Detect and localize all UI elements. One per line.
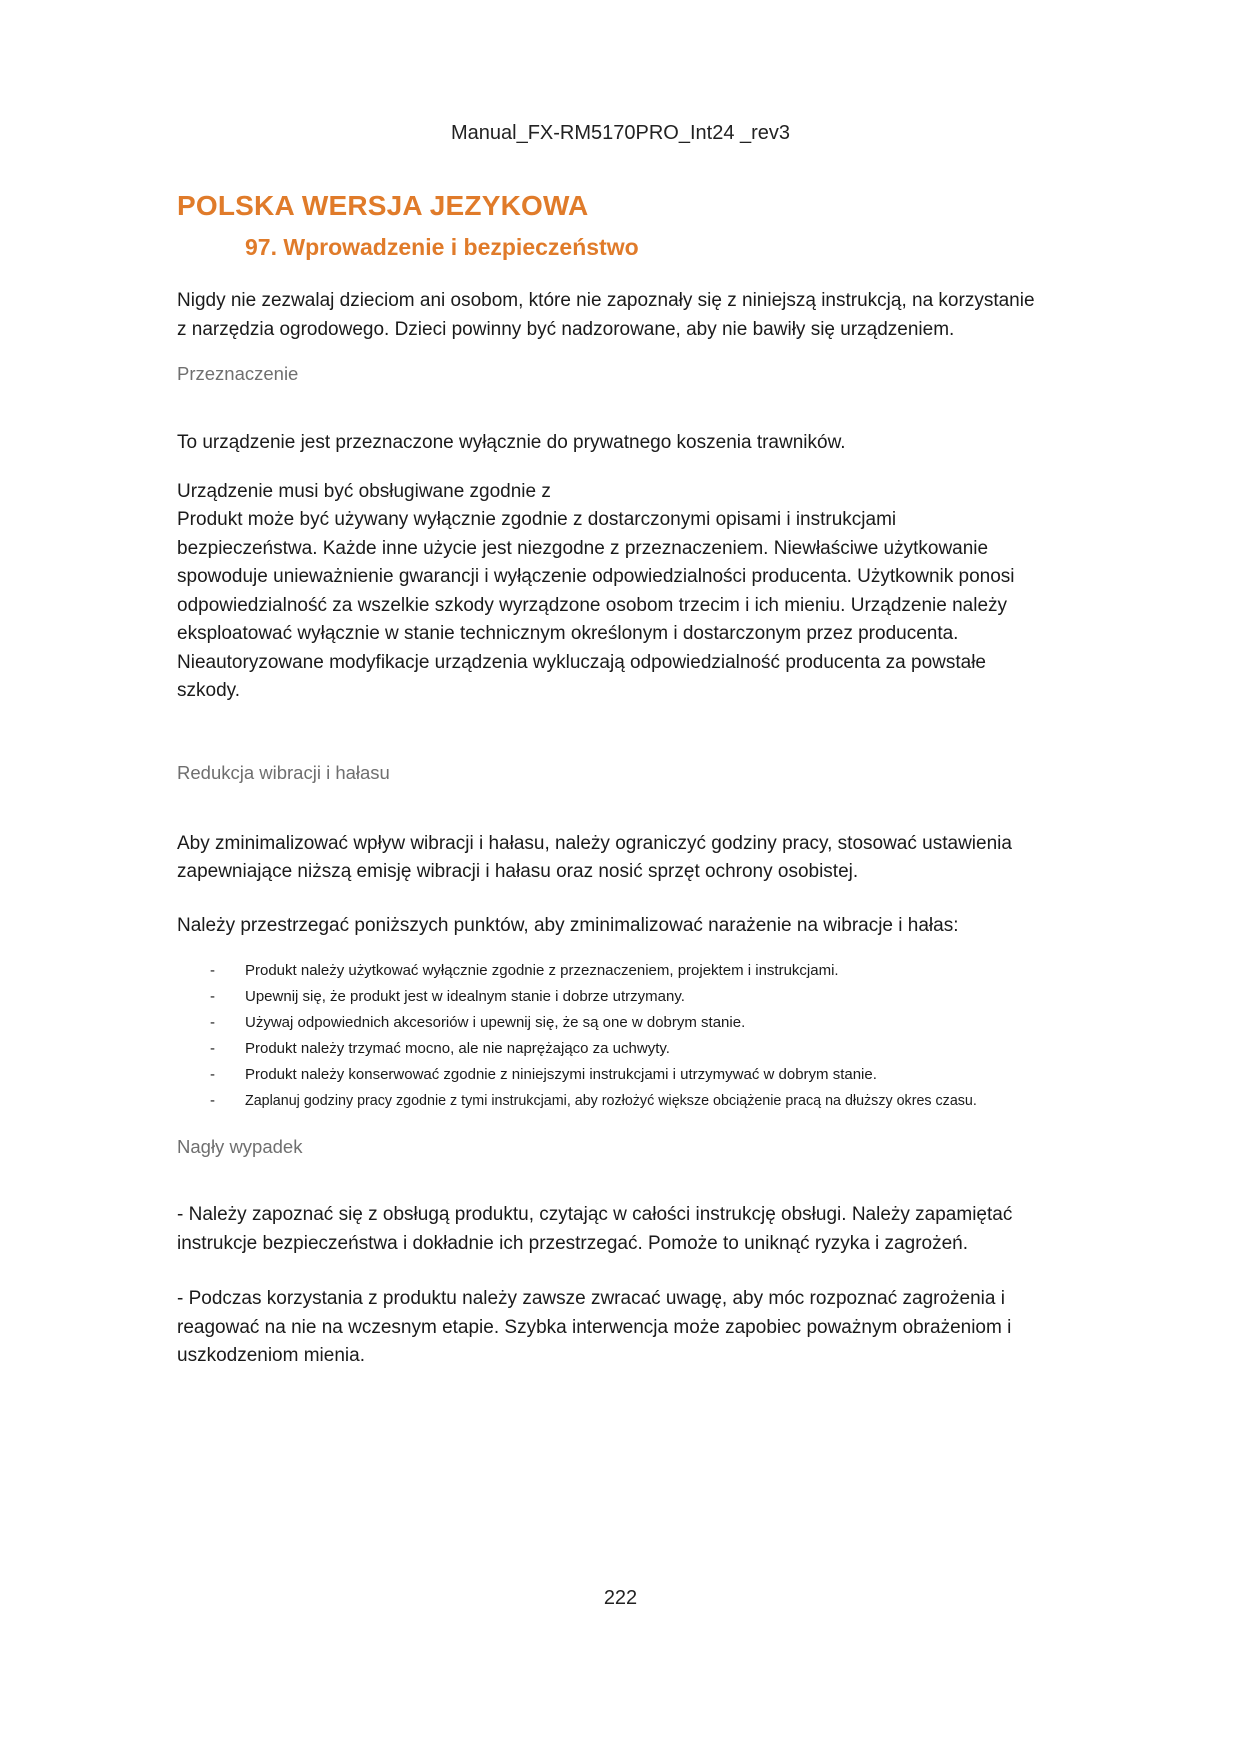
vibration-line: zapewniające niższą emisję wibracji i hałasu oraz nosić sprzęt ochrony osobistej. xyxy=(177,861,859,882)
page-title: POLSKA WERSJA JEZYKOWA xyxy=(177,190,589,221)
bullet-dash: - xyxy=(210,1014,215,1031)
list-item-text: Produkt należy trzymać mocno, ale nie naprężająco za uchwyty. xyxy=(245,1040,670,1057)
list-item xyxy=(177,1062,1077,1088)
subheading-purpose: Przeznaczenie xyxy=(177,363,299,384)
emergency-line: instrukcje bezpieczeństwa i dokładnie ich przestrzegać. Pomoże to uniknąć ryzyka i zagrożeń. xyxy=(177,1232,968,1254)
emergency-line: - Należy zapoznać się z obsługą produktu, czytając w całości instrukcję obsługi. Należy zapamiętać xyxy=(177,1204,1013,1225)
bullet-dash: - xyxy=(210,962,215,979)
list-item xyxy=(177,1036,1077,1062)
page-number: 222 xyxy=(603,1587,638,1609)
emergency-line: reagować na nie na wczesnym etapie. Szybka interwencja może zapobiec poważnym obrażeniom i xyxy=(177,1316,1012,1338)
purpose-line: odpowiedzialność za wszelkie szkody wyrządzone osobom trzecim i ich mieniu. Urządzenie należy xyxy=(177,594,1008,616)
list-item-text: Produkt należy użytkować wyłącznie zgodnie z przeznaczeniem, projektem i instrukcjami. xyxy=(245,962,839,979)
emergency-line: - Podczas korzystania z produktu należy zawsze zwracać uwagę, aby móc rozpoznać zagrożenia i xyxy=(177,1288,1005,1309)
emergency-paragraph-1 xyxy=(177,1201,1077,1258)
emergency-paragraph-2 xyxy=(177,1285,1077,1371)
list-item xyxy=(177,1088,1077,1114)
list-item-text: Produkt należy konserwować zgodnie z niniejszymi instrukcjami i utrzymywać w dobrym stanie. xyxy=(245,1066,877,1083)
purpose-line: Produkt może być używany wyłącznie zgodnie z dostarczonymi opisami i instrukcjami xyxy=(177,509,897,530)
bullet-dash: - xyxy=(210,988,215,1005)
vibration-paragraph xyxy=(177,830,1077,887)
list-item-text: Używaj odpowiednich akcesoriów i upewnij się, że są one w dobrym stanie. xyxy=(245,1014,746,1031)
list-item xyxy=(177,958,1077,984)
bullet-dash: - xyxy=(210,1092,215,1109)
purpose-line: spowoduje unieważnienie gwarancji i wyłączenie odpowiedzialności producenta. Użytkownik ponosi xyxy=(177,566,1015,587)
bullet-dash: - xyxy=(210,1040,215,1057)
bullet-dash: - xyxy=(210,1066,215,1083)
list-item xyxy=(177,984,1077,1010)
intro-line: z narzędzia ogrodowego. Dzieci powinny być nadzorowane, aby nie bawiły się urządzeniem. xyxy=(177,318,955,340)
purpose-line: Nieautoryzowane modyfikacje urządzenia wykluczają odpowiedzialność producenta za powstałe xyxy=(177,651,987,673)
purpose-line: szkody. xyxy=(177,680,241,701)
intro-line: Nigdy nie zezwalaj dzieciom ani osobom, które nie zapoznały się z niniejszą instrukcją, na korzystanie xyxy=(177,290,1035,311)
purpose-line: bezpieczeństwa. Każde inne użycie jest niezgodne z przeznaczeniem. Niewłaściwe użytkowanie xyxy=(177,537,989,559)
purpose-paragraph: To urządzenie jest przeznaczone wyłącznie do prywatnego koszenia trawników. xyxy=(177,432,846,453)
purpose-line: eksploatować wyłącznie w stanie technicznym określonym i dostarczonym przez producenta. xyxy=(177,623,959,644)
subheading-vibration: Redukcja wibracji i hałasu xyxy=(177,761,390,783)
document-header: Manual_FX-RM5170PRO_Int24 _rev3 xyxy=(450,122,791,144)
vibration-intro: Należy przestrzegać poniższych punktów, aby zminimalizować narażenie na wibracje i hałas: xyxy=(177,914,959,936)
list-item xyxy=(177,1010,1077,1036)
list-item-text: Upewnij się, że produkt jest w idealnym stanie i dobrze utrzymany. xyxy=(245,988,685,1005)
purpose-details xyxy=(177,478,1077,706)
vibration-list xyxy=(177,958,1077,1114)
section-title: 97. Wprowadzenie i bezpieczeństwo xyxy=(245,234,639,260)
subheading-emergency: Nagły wypadek xyxy=(177,1136,303,1157)
purpose-line: Urządzenie musi być obsługiwane zgodnie z xyxy=(177,480,551,502)
emergency-line: uszkodzeniom mienia. xyxy=(177,1345,365,1366)
intro-paragraph xyxy=(177,287,1077,344)
page-content xyxy=(177,190,1077,1371)
list-item-text: Zaplanuj godziny pracy zgodnie z tymi instrukcjami, aby rozłożyć większe obciążenie pracą na dłuższy okres czasu. xyxy=(245,1093,977,1109)
vibration-line: Aby zminimalizować wpływ wibracji i hałasu, należy ograniczyć godziny pracy, stosować ustawienia xyxy=(177,832,1012,854)
